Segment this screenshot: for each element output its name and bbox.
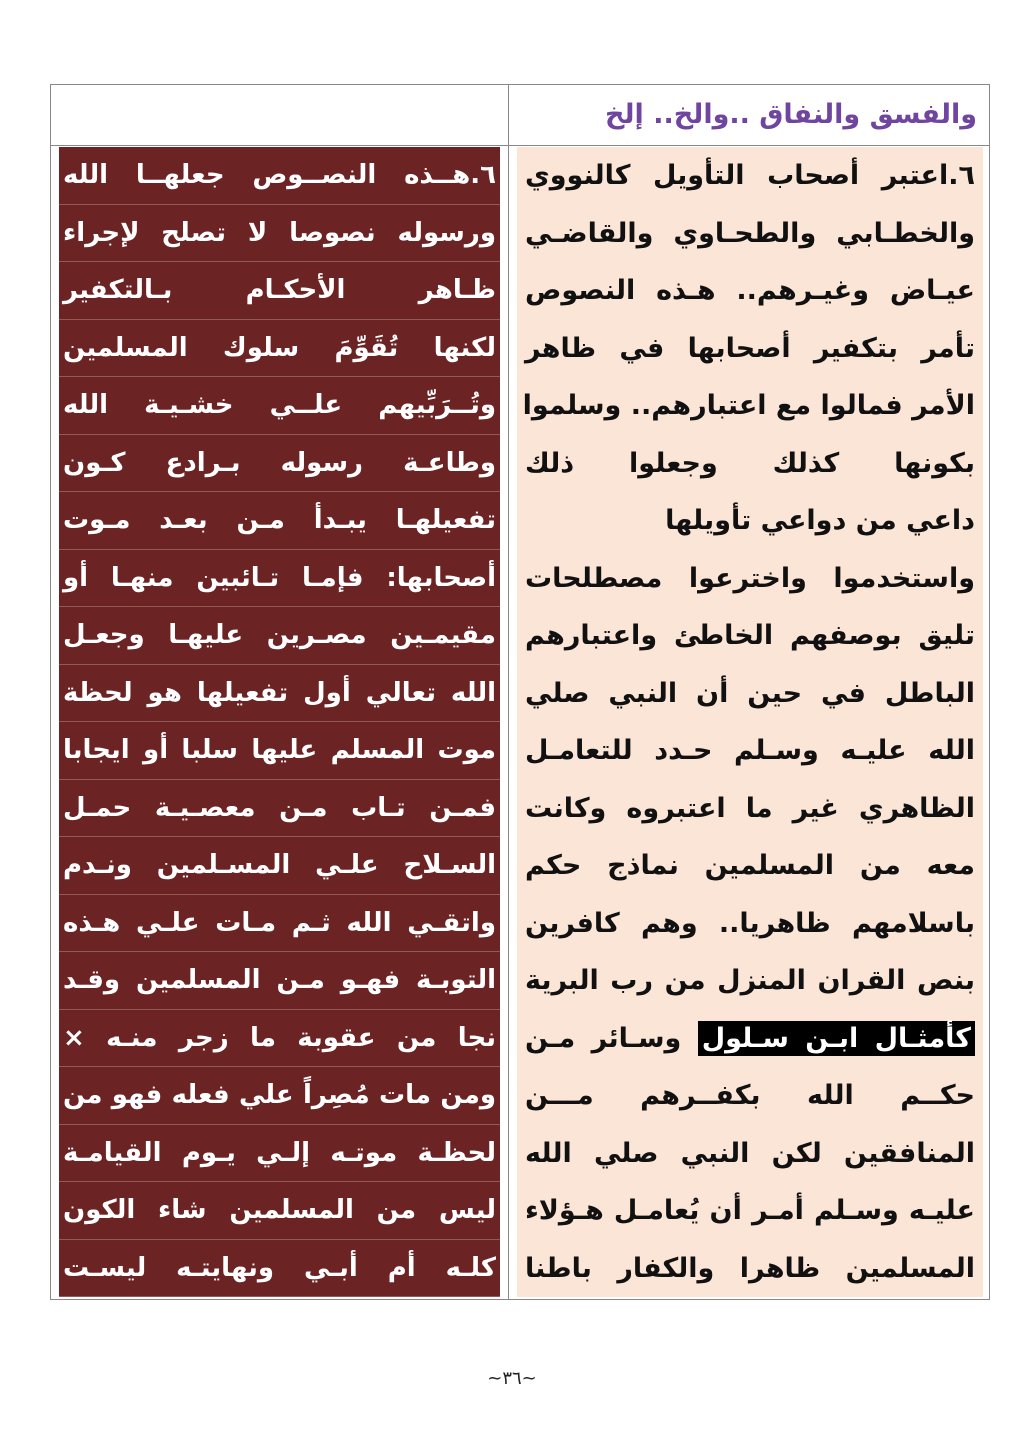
text-line: الله عليـه وسـلم حـدد للتعامـل [525, 735, 975, 766]
text-line: الباطل في حين أن النبي صلي [525, 677, 975, 709]
text-line [517, 1010, 983, 1068]
text-line: ٦.هــذه النصــوص جعلهــا الله [59, 147, 500, 205]
text-line: نجا من عقوبة ما زجر منـه × [59, 1010, 500, 1068]
content-table [50, 84, 990, 1300]
text-line: أصحابها: فإمـا تـائبين منهـا أو [59, 550, 500, 608]
header-divider [51, 145, 989, 146]
text-line: واستخدموا واخترعوا مصطلحات [525, 562, 975, 594]
text-line: بكونها كذلك وجعلوا ذلك [525, 447, 975, 479]
text-line: تليق بوصفهم الخاطئ واعتبارهم [525, 620, 975, 651]
text-line: معه من المسلمين نماذج حكم [525, 850, 975, 881]
line-continuation: وسـائر مـن [525, 1022, 682, 1054]
text-line: وطاعـة رسوله بـرادع كـون [59, 435, 500, 493]
page-number: ~٣٦~ [487, 1368, 537, 1389]
text-line: عليـه وسـلم أمـر أن يُعامـل هـؤلاء [525, 1195, 975, 1226]
text-line: موت المسلم عليها سلبا أو ايجابا [59, 722, 500, 780]
left-text-column [59, 147, 500, 1297]
text-line: المسلمين ظاهرا والكفار باطنا [525, 1252, 975, 1284]
text-line: بنص القران المنزل من رب البرية [525, 965, 975, 996]
text-line: وتُــرَبِّيهم علــي خشـيـة الله [59, 377, 500, 435]
text-line: الأمر فمالوا مع اعتبارهم.. وسلموا [522, 390, 975, 421]
text-line: الظاهري غير ما اعتبروه وكانت [525, 792, 975, 824]
text-line: واتقـي الله ثـم مـات علـي هـذه [59, 895, 500, 953]
highlighted-text: كأمثـال ابـن سـلول [698, 1021, 975, 1056]
text-line: المنافقين لكن النبي صلي الله [525, 1137, 975, 1169]
text-line: عيـاض وغيـرهم.. هـذه النصوص [525, 275, 975, 306]
text-line: داعي من دواعي تأويلها [665, 505, 975, 536]
text-line: فمـن تـاب مـن معصـيـة حمـل [59, 780, 500, 838]
text-line: حكــم الله بكفــرهم مـــن [525, 1080, 975, 1111]
text-line: تفعيلهـا يبـدأ مـن بعـد مـوت [59, 492, 500, 550]
column-divider [508, 85, 509, 1299]
text-line: ٦.اعتبر أصحاب التأويل كالنووي [525, 160, 975, 191]
text-line: ورسوله نصوصا لا تصلح لإجراء [59, 205, 500, 263]
text-line: ظـاهر الأحكـام بـالتكفير [59, 262, 500, 320]
text-line: لكنها تُقَوِّمَ سلوك المسلمين [59, 320, 500, 378]
text-line: باسلامهم ظاهريا.. وهم كافرين [525, 907, 975, 939]
text-line: السـلاح علـي المسـلمين ونـدم [59, 837, 500, 895]
text-line: ومن مات مُصِراً علي فعله فهو من [59, 1067, 500, 1125]
text-line: لحظـة موتـه إلـي يـوم القيامـة [59, 1125, 500, 1183]
text-line: كلـه أم أبـي ونهايتـه ليسـت [59, 1240, 500, 1298]
text-line: مقيمـين مصـرين عليهـا وجعـل [59, 607, 500, 665]
text-line: تأمر بتكفير أصحابها في ظاهر [525, 332, 975, 364]
text-line: الله تعالي أول تفعيلها هو لحظة [59, 665, 500, 723]
text-line: ليس من المسلمين شاء الكون [59, 1182, 500, 1240]
section-heading: والفسق والنفاق ..والخ.. إلخ [604, 99, 977, 130]
right-text-column [517, 147, 983, 1297]
text-line: والخطـابي والطحـاوي والقاضـي [525, 217, 975, 249]
text-line: التوبـة فهـو مـن المسلمين وقـد [59, 952, 500, 1010]
